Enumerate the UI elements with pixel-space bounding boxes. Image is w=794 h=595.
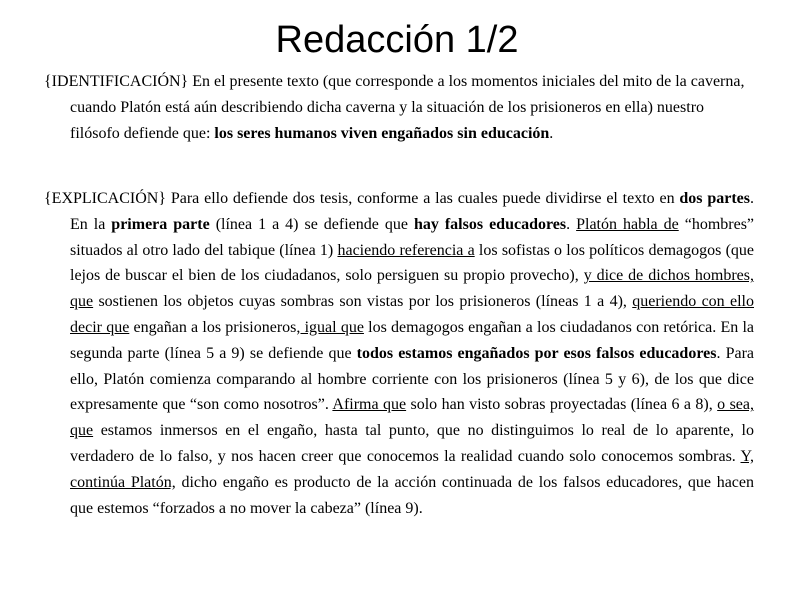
explanation-paragraph [44,186,754,521]
explanation-label: {EXPLICACIÓN} [44,190,167,207]
underlined-connector: Y, continúa Platón, [70,447,754,491]
underlined-connector: o sea, que [70,396,755,440]
bold-run: primera parte [111,215,210,233]
identification-label: {IDENTIFICACIÓN} [44,73,189,90]
thesis-bold: los seres humanos viven engañados sin educación [214,124,550,142]
underlined-connector: Afirma que [332,396,407,414]
text-run: los demagogos engañan a los ciudadanos con retórica. En la segunda parte (línea 5 a 9) se defiende que [70,318,755,362]
underlined-connector: , igual que [296,318,364,336]
text-run: “hombres” situados al otro lado del tabique (línea 1) [70,215,755,259]
text-run: sostienen los objetos cuyas sombras son vistas por los prisioneros (líneas 1 a 4), [93,293,633,311]
text-run: dicho engaño es producto de la acción continuada de los falsos educadores, que hacen que estemos “forzados a no mover la cabeza” (línea 9). [70,473,755,517]
text-run: . [566,215,577,233]
text-run: Para ello defiende dos tesis, conforme a las cuales puede dividirse el texto en [166,190,680,207]
text-run: solo han visto sobras proyectadas (línea 6 a 8), [406,396,718,414]
text-run: En el presente texto (que corresponde a los momentos iniciales del mito de la caverna, cuando Platón está aún describiendo dicha caverna y la situación de los prisioneros en ella) nuestro filósofo defiende que: [70,73,745,142]
text-run: . [549,124,554,142]
underlined-connector: queriendo con ello decir que [70,293,754,336]
underlined-connector: y dice de dichos hombres, que [70,267,755,311]
underlined-connector: Platón habla de [576,215,679,233]
text-run: estamos inmersos en el engaño, hasta tal punto, que no distinguimos lo real de lo aparente, lo verdadero de lo falso, y nos hacen creer que conocemos la realidad cuando solo conocemos sombras. [70,422,754,465]
text-run: . Para ello, Platón comienza comparando al hombre corriente con los prisioneros (línea 5 y 6), de los que dice expresamente que “son como nosotros”. [70,344,754,414]
identification-paragraph [44,69,756,146]
bold-run: dos partes [679,190,751,207]
slide-title: Redacción 1/2 [275,19,519,61]
text-run: los sofistas o los políticos demagogos (que lejos de buscar el bien de los ciudadanos, solo persiguen su propio provecho), [70,241,754,285]
text-run: . En la [70,190,755,233]
bold-run: todos estamos engañados por esos falsos educadores [356,344,717,362]
underlined-connector: haciendo referencia a [337,241,475,259]
text-run: (línea 1 a 4) se defiende que [209,215,414,233]
text-run: engañan a los prisioneros [129,318,297,336]
bold-run: hay falsos educadores [413,215,567,233]
